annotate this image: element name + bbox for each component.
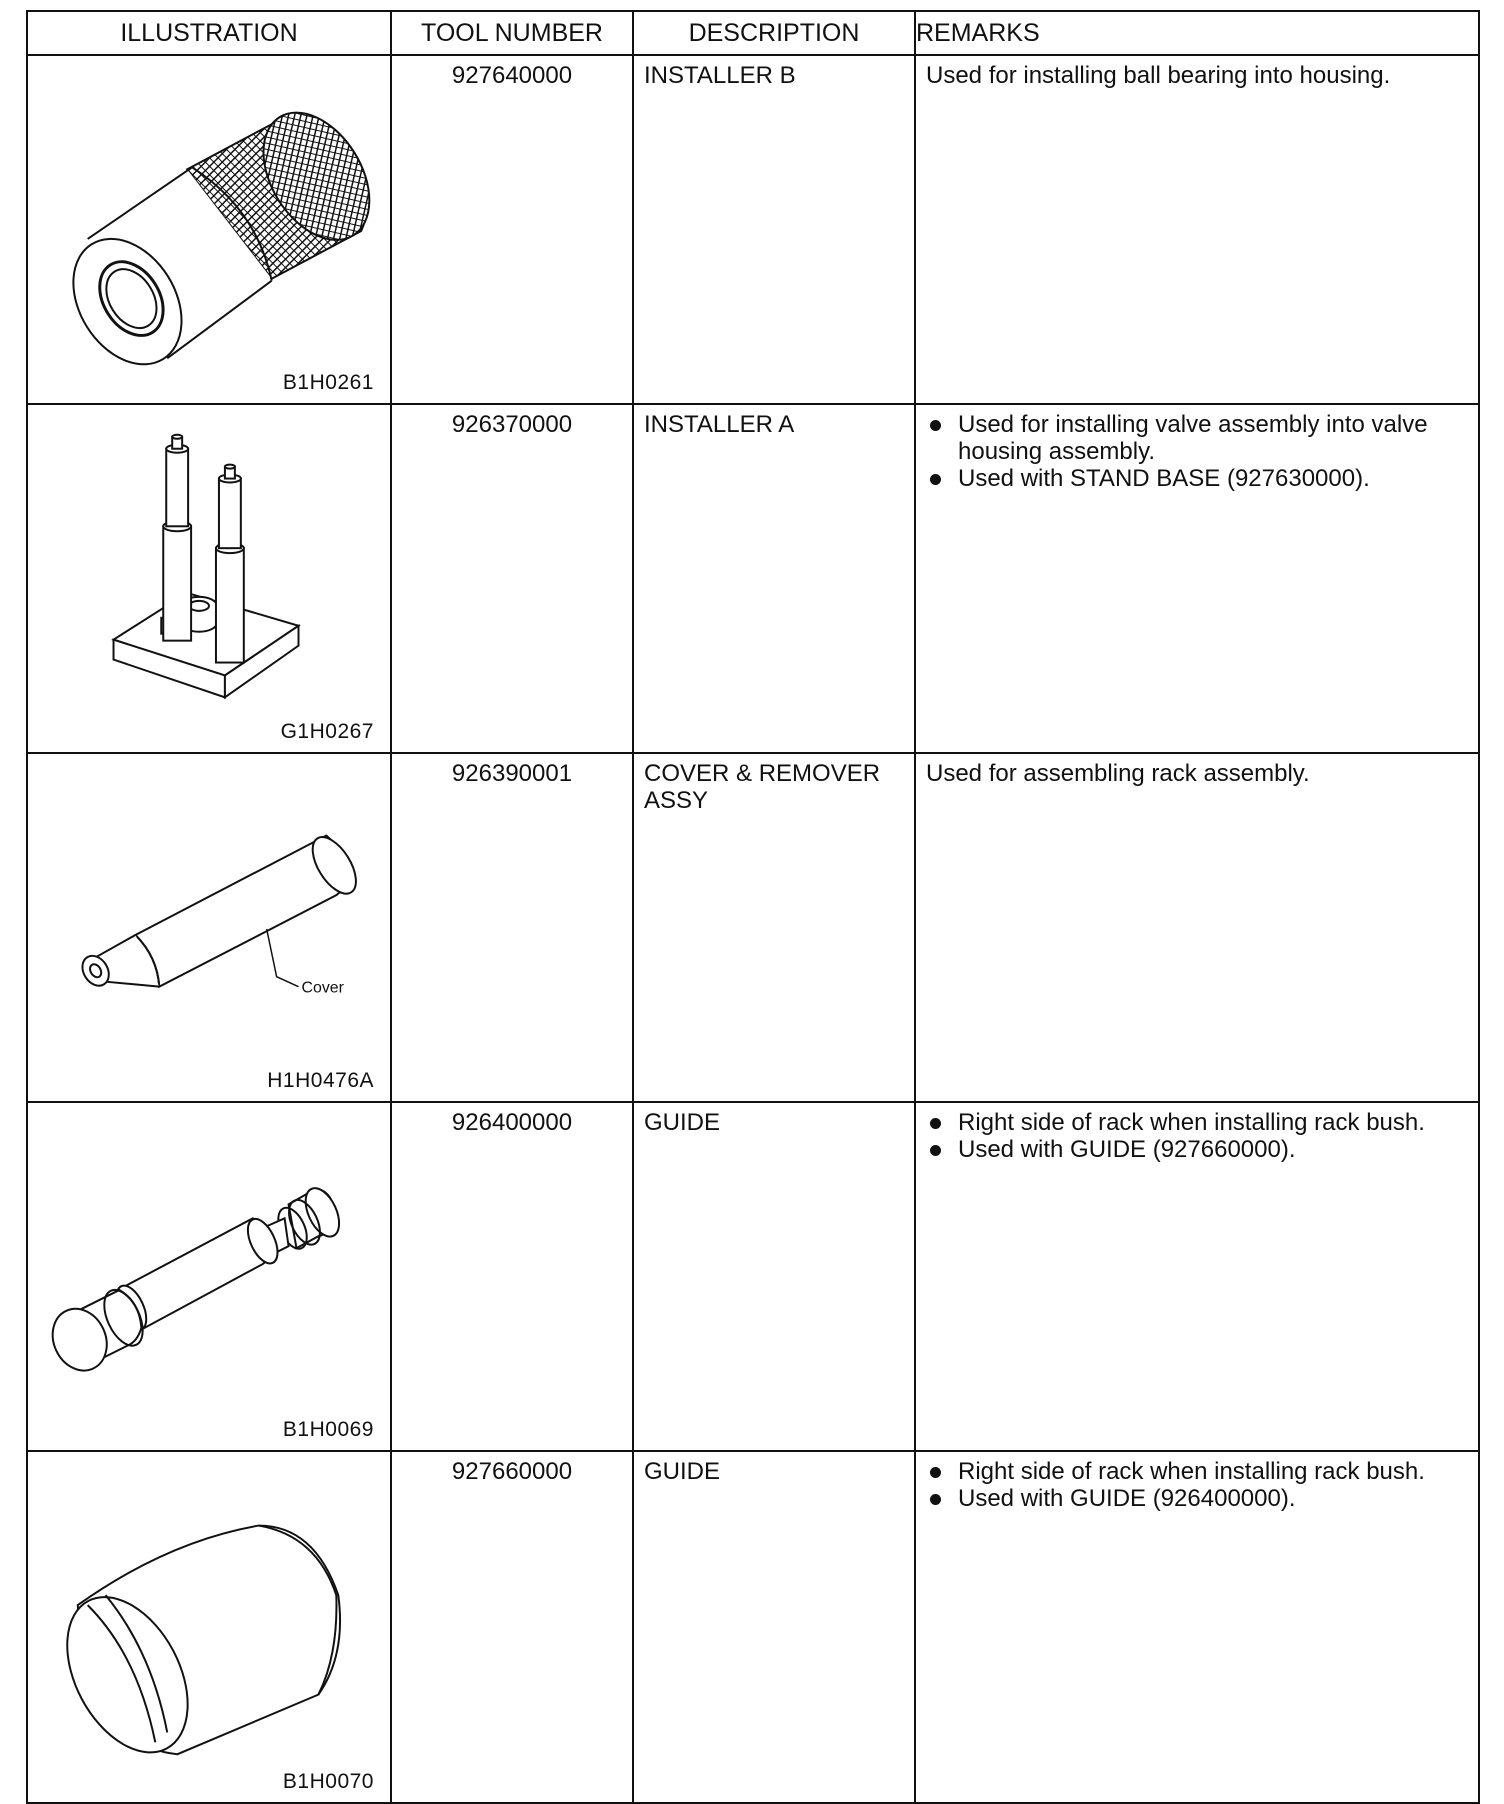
remarks-cell bbox=[915, 1451, 1479, 1803]
header-tool-number: TOOL NUMBER bbox=[391, 11, 633, 55]
illustration-cell bbox=[27, 55, 391, 404]
header-description: DESCRIPTION bbox=[633, 11, 915, 55]
remark-text: Used for assembling rack assembly. bbox=[926, 760, 1310, 787]
tool-number-cell: 927640000 bbox=[391, 55, 633, 404]
description-cell: GUIDE bbox=[633, 1102, 915, 1451]
remarks-cell bbox=[915, 1102, 1479, 1451]
cover-label: Cover bbox=[301, 979, 344, 997]
remarks-cell bbox=[915, 55, 1479, 404]
guide-shaft-icon bbox=[28, 1103, 390, 1450]
remarks-list bbox=[926, 1458, 1468, 1512]
table-row bbox=[27, 753, 1479, 1102]
table-row bbox=[27, 404, 1479, 753]
illustration-cell bbox=[27, 1102, 391, 1451]
description-cell: INSTALLER B bbox=[633, 55, 915, 404]
image-code: H1H0476A bbox=[267, 1069, 374, 1092]
description-cell: GUIDE bbox=[633, 1451, 915, 1803]
remark-item: Right side of rack when installing rack bush. bbox=[926, 1458, 1468, 1485]
installer-stand-icon bbox=[28, 405, 390, 752]
remark-item: Used for installing valve assembly into valve housing assembly. bbox=[926, 411, 1468, 465]
knurled-installer-icon bbox=[28, 56, 390, 403]
header-remarks: REMARKS bbox=[915, 11, 1479, 55]
description-cell: INSTALLER A bbox=[633, 404, 915, 753]
tool-number-cell: 927660000 bbox=[391, 1451, 633, 1803]
remark-item: Used with GUIDE (927660000). bbox=[926, 1136, 1468, 1163]
remarks-cell bbox=[915, 404, 1479, 753]
table-row bbox=[27, 55, 1479, 404]
table-row bbox=[27, 1102, 1479, 1451]
image-code: B1H0261 bbox=[282, 371, 374, 394]
header-row bbox=[27, 11, 1479, 55]
tool-number-cell: 926370000 bbox=[391, 404, 633, 753]
tool-number-cell: 926400000 bbox=[391, 1102, 633, 1451]
remarks-list bbox=[926, 411, 1468, 492]
image-code: G1H0267 bbox=[280, 720, 374, 743]
remarks-list bbox=[926, 1109, 1468, 1163]
description-cell: COVER & REMOVER ASSY bbox=[633, 753, 915, 1102]
guide-sleeve-icon bbox=[28, 1452, 390, 1802]
image-code: B1H0069 bbox=[282, 1418, 374, 1441]
remarks-cell bbox=[915, 753, 1479, 1102]
cover-remover-icon bbox=[28, 754, 390, 1101]
remark-item: Right side of rack when installing rack bush. bbox=[926, 1109, 1468, 1136]
illustration-cell bbox=[27, 404, 391, 753]
remark-item: Used with STAND BASE (927630000). bbox=[926, 465, 1468, 492]
header-illustration: ILLUSTRATION bbox=[27, 11, 391, 55]
illustration-cell bbox=[27, 1451, 391, 1803]
remark-item: Used with GUIDE (926400000). bbox=[926, 1485, 1468, 1512]
table-row bbox=[27, 1451, 1479, 1803]
illustration-cell bbox=[27, 753, 391, 1102]
special-tools-table bbox=[26, 10, 1480, 1804]
tool-number-cell: 926390001 bbox=[391, 753, 633, 1102]
remark-text: Used for installing ball bearing into housing. bbox=[926, 62, 1391, 89]
image-code: B1H0070 bbox=[282, 1770, 374, 1793]
